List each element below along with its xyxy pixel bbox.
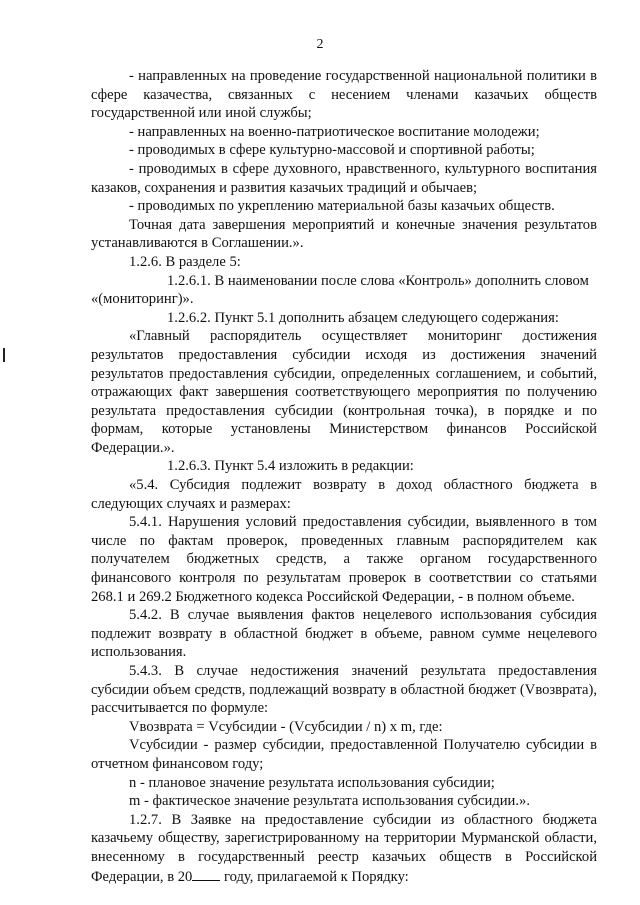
paragraph-1-2-6-1 xyxy=(91,272,597,291)
paragraph-1-2-7 xyxy=(91,811,597,886)
paragraph-cultural-sports: - проводимых в сфере культурно-массовой и спортивной работы; xyxy=(129,142,535,159)
clause-number-1-2-6-3: 1.2.6.3. xyxy=(167,458,211,475)
clause-number-1-2-6-1: 1.2.6.1. xyxy=(167,272,211,289)
paragraph-m-definition: m - фактическое значение результата использования субсидии.». xyxy=(129,793,530,810)
clause-text-1-2-6-3: Пункт 5.4 изложить в редакции: xyxy=(214,458,414,475)
clause-text-1-2-6-1: В наименовании после слова «Контроль» дополнить словом xyxy=(214,272,589,289)
paragraph-monitoring-word: «(мониторинг)». xyxy=(91,291,194,308)
paragraph-1-2-6-2 xyxy=(91,309,597,328)
clause-text-1-2-7-end: году, прилагаемой к Порядку: xyxy=(220,868,409,885)
paragraph-1-2-6: 1.2.6. В разделе 5: xyxy=(129,253,241,270)
paragraph-material-base: - проводимых по укреплению материальной базы казачьих обществ. xyxy=(129,198,555,215)
paragraph-national-policy: - направленных на проведение государственной национальной политики в сфере казачества, связанных с несением членами казачьих обществ государственной или иной службы; xyxy=(91,68,597,122)
paragraph-exact-date: Точная дата завершения мероприятий и конечные значения результатов устанавливаются в Соглашении.». xyxy=(91,216,597,252)
clause-text-1-2-7: 1.2.7. В Заявке на предоставление субсидии из областного бюджета казачьему обществу, зарегистрированному на территории Мурманской области, внесенному в государственный реестр казачьих обществ в Российской Федерации, в 20 xyxy=(91,811,597,885)
paragraph-5-4-1: 5.4.1. Нарушения условий предоставления субсидии, выявленного в том числе по фактам проверок, проведенных главным распорядителем как получателем бюджетных средств, а также органом государственного финансового контроля по результатам проверок в соответствии со статьями 268.1 и 269.2 Бюджетного кодекса Российской Федерации, - в полном объеме. xyxy=(91,514,597,605)
year-blank xyxy=(192,867,220,881)
paragraph-v-subsidy: Vсубсидии - размер субсидии, предоставленной Получателю субсидии в отчетном финансовом году; xyxy=(91,737,597,772)
clause-text-1-2-6-2: Пункт 5.1 дополнить абзацем следующего содержания: xyxy=(214,309,559,326)
margin-mark xyxy=(3,348,5,362)
paragraph-military-patriotic: - направленных на военно-патриотическое воспитание молодежи; xyxy=(129,123,540,140)
paragraph-n-definition: n - плановое значение результата использования субсидии; xyxy=(129,774,495,791)
paragraph-1-2-6-3 xyxy=(91,457,597,476)
paragraph-5-4-3: 5.4.3. В случае недостижения значений результата предоставления субсидии объем средств, подлежащий возврату в областной бюджет (Vвозврата), рассчитывается по формуле: xyxy=(91,663,597,717)
document-body xyxy=(91,67,597,886)
paragraph-5-4: «5.4. Субсидия подлежит возврату в доход областного бюджета в следующих случаях и размерах: xyxy=(91,477,597,512)
paragraph-monitoring-text: «Главный распорядитель осуществляет мониторинг достижения результатов предоставления субсидии исходя из достижения значений результатов предоставления субсидии, определенных соглашением, и событий, отражающих факт завершения соответствующего мероприятия по получению результата предоставления субсидии (контрольная точка), в порядке и по формам, которые установлены Министерством финансов Российской Федерации.». xyxy=(91,328,597,456)
clause-number-1-2-6-2: 1.2.6.2. xyxy=(167,309,211,326)
paragraph-spiritual-education: - проводимых в сфере духовного, нравственного, культурного воспитания казаков, сохранения и развития казачьих традиций и обычаев; xyxy=(91,160,597,196)
paragraph-5-4-2: 5.4.2. В случае выявления фактов нецелевого использования субсидия подлежит возврату в областной бюджет в объеме, равном сумме нецелевого использования. xyxy=(91,607,597,661)
paragraph-formula: Vвозврата = Vсубсидии - (Vсубсидии / n) x m, где: xyxy=(129,718,443,735)
page-number: 2 xyxy=(316,37,324,52)
